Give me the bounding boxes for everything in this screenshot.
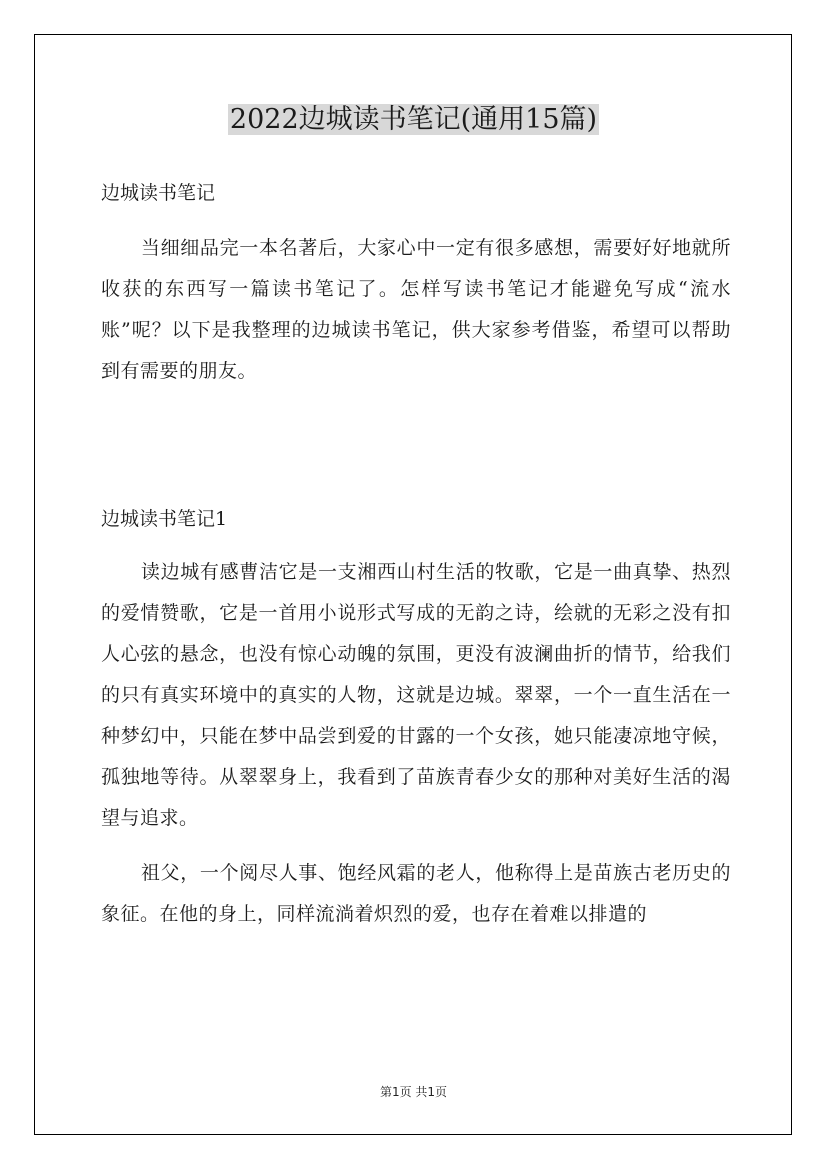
page-number-label: 第1页 共1页 xyxy=(379,1085,448,1099)
intro-heading: 边城读书笔记 xyxy=(101,182,216,204)
page-footer xyxy=(0,1083,827,1100)
intro-section xyxy=(101,228,731,392)
section1-heading: 边城读书笔记1 xyxy=(101,508,228,530)
document-title xyxy=(0,100,827,140)
section1-paragraph-1: 读边城有感曹洁它是一支湘西山村生活的牧歌，它是一曲真挚、热烈的爱情赞歌，它是一首用小说形式写成的无韵之诗，绘就的无彩之没有扣人心弦的悬念，也没有惊心动魄的氛围，更没有波澜曲折的情节，给我们的只有真实环境中的真实的人物，这就是边城。翠翠，一个一直生活在一种梦幻中，只能在梦中品尝到爱的甘露的一个女孩，她只能凄凉地守候，孤独地等待。从翠翠身上，我看到了苗族青春少女的那种对美好生活的渴望与追求。 xyxy=(101,561,731,829)
section1-body xyxy=(101,552,731,935)
intro-paragraph: 当细细品完一本名著后，大家心中一定有很多感想，需要好好地就所收获的东西写一篇读书笔记了。怎样写读书笔记才能避免写成“流水账”呢？以下是我整理的边城读书笔记，供大家参考借鉴，希望可以帮助到有需要的朋友。 xyxy=(101,237,731,382)
document-title-text: 2022边城读书笔记(通用15篇) xyxy=(229,104,598,135)
section1-paragraph-2: 祖父，一个阅尽人事、饱经风霜的老人，他称得上是苗族古老历史的象征。在他的身上，同样流淌着炽烈的爱，也存在着难以排遣的 xyxy=(101,862,731,925)
